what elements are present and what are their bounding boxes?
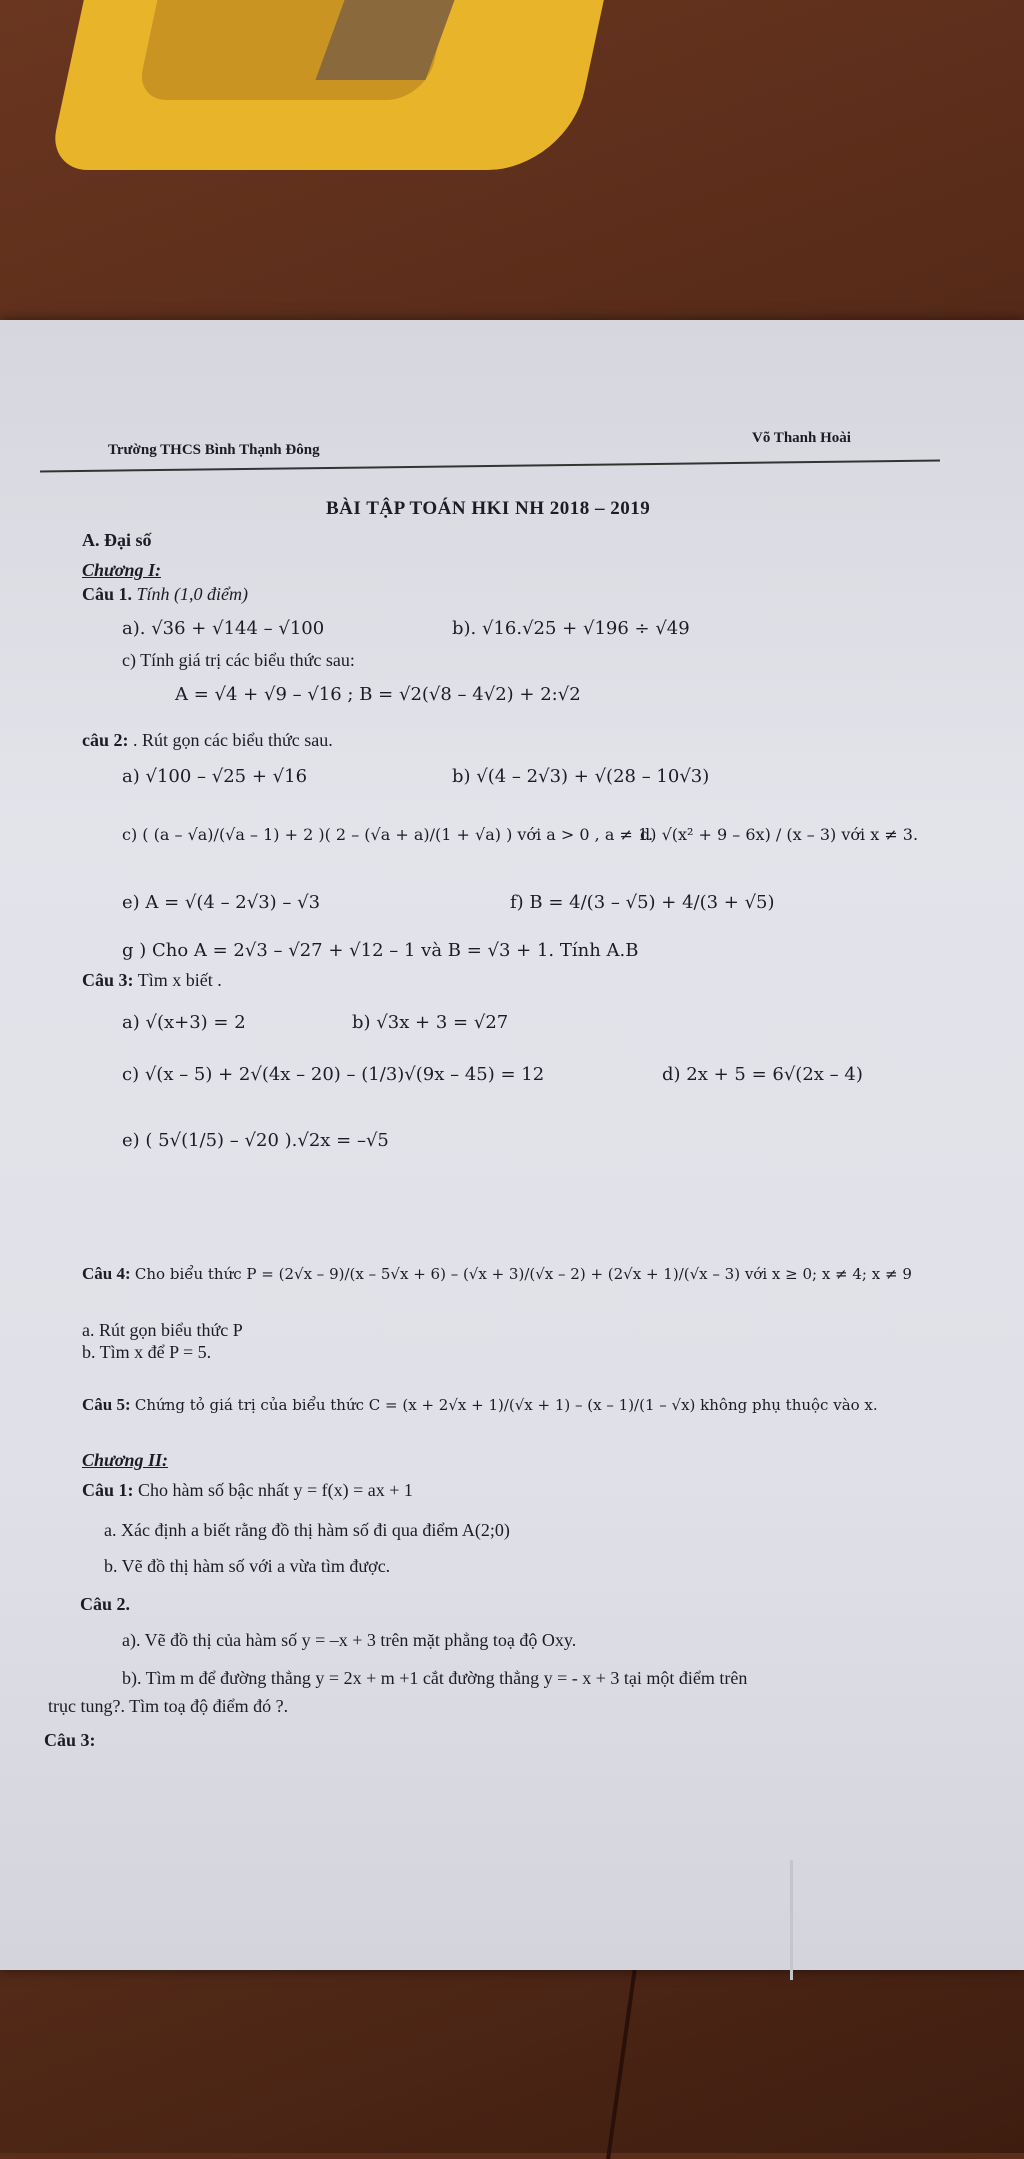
c1-q2-a: a) √100 – √25 + √16 — [122, 766, 308, 787]
c1-q3-label: Câu 3: — [82, 970, 134, 990]
c1-q2-text: . Rút gọn các biểu thức sau. — [133, 730, 333, 750]
c1-q1-text: Tính (1,0 điểm) — [136, 584, 249, 604]
c1-q3-a: a) √(x+3) = 2 — [122, 1012, 246, 1033]
school-name: Trường THCS Bình Thạnh Đông — [108, 442, 320, 458]
c1-q1-c-expr: A = √4 + √9 – √16 ; B = √2(√8 – 4√2) + 2:√2 — [175, 684, 581, 705]
c1-q1 — [82, 584, 248, 605]
c1-q1-a: a). √36 + √144 – √100 — [122, 618, 325, 639]
c1-q2-d: d) √(x² + 9 – 6x) / (x – 3) với x ≠ 3. — [640, 825, 919, 844]
c2-q2-b-line1: b). Tìm m để đường thẳng y = 2x + m +1 cắt đường thẳng y = - x + 3 tại một điểm trên — [122, 1668, 748, 1688]
c1-q3-d: d) 2x + 5 = 6√(2x – 4) — [662, 1064, 863, 1085]
c1-q1-c: c) Tính giá trị các biểu thức sau: — [122, 650, 355, 670]
paper-fold-mark — [790, 1860, 793, 1980]
c1-q1-b: b). √16.√25 + √196 ÷ √49 — [452, 618, 690, 639]
teacher-name: Võ Thanh Hoài — [752, 430, 851, 446]
worksheet-paper — [0, 320, 1024, 1970]
c2-q1 — [82, 1480, 413, 1501]
c1-q2-g: g ) Cho A = 2√3 – √27 + √12 – 1 và B = √3 + 1. Tính A.B — [122, 940, 639, 961]
c1-q4-label: Câu 4: — [82, 1264, 131, 1283]
c2-q1-text: Cho hàm số bậc nhất y = f(x) = ax + 1 — [138, 1480, 413, 1500]
page-title: BÀI TẬP TOÁN HKI NH 2018 – 2019 — [326, 498, 651, 519]
c1-q4-b: b. Tìm x để P = 5. — [82, 1342, 212, 1362]
c2-q2-a: a). Vẽ đồ thị của hàm số y = –x + 3 trên mặt phẳng toạ độ Oxy. — [122, 1630, 577, 1650]
chapter-1-heading: Chương I: — [82, 560, 161, 580]
chapter-2-heading: Chương II: — [82, 1450, 168, 1470]
c1-q4-a: a. Rút gọn biểu thức P — [82, 1320, 243, 1340]
c1-q5-label: Câu 5: — [82, 1395, 131, 1414]
c1-q2-b: b) √(4 – 2√3) + √(28 – 10√3) — [452, 766, 710, 787]
section-a-heading: A. Đại số — [82, 530, 152, 550]
c2-q2-label: Câu 2. — [80, 1594, 131, 1614]
header-rule — [40, 460, 940, 473]
c1-q3-c: c) √(x – 5) + 2√(4x – 20) – (1/3)√(9x – 45) = 12 — [122, 1064, 545, 1085]
c1-q3-text: Tìm x biết . — [137, 970, 222, 990]
c1-q3-b: b) √3x + 3 = √27 — [352, 1012, 509, 1033]
c1-q5-text: Chứng tỏ giá trị của biểu thức C = (x + 2√x + 1)/(√x + 1) – (x – 1)/(1 – √x) không phụ thuộc vào x. — [134, 1396, 878, 1414]
c1-q5 — [82, 1395, 878, 1415]
c2-q1-label: Câu 1: — [82, 1480, 134, 1500]
c1-q1-label: Câu 1. — [82, 584, 133, 604]
c2-q2-b-line2: trục tung?. Tìm toạ độ điểm đó ?. — [48, 1696, 289, 1716]
c1-q2-e: e) A = √(4 – 2√3) – √3 — [122, 892, 321, 913]
c1-q2-c: c) ( (a – √a)/(√a – 1) + 2 )( 2 – (√a + a)/(1 + √a) ) với a > 0 , a ≠ 1. — [122, 825, 654, 844]
c1-q3-e: e) ( 5√(1/5) – √20 ).√2x = –√5 — [122, 1130, 389, 1151]
c2-q1-b: b. Vẽ đồ thị hàm số với a vừa tìm được. — [104, 1556, 391, 1576]
c2-q1-a: a. Xác định a biết rằng đồ thị hàm số đi qua điểm A(2;0) — [104, 1520, 510, 1540]
c1-q2-label: câu 2: — [82, 730, 129, 750]
c1-q3 — [82, 970, 222, 991]
c2-q3-label: Câu 3: — [44, 1730, 96, 1750]
c1-q2-f: f) B = 4/(3 – √5) + 4/(3 + √5) — [510, 892, 775, 913]
c1-q4-text: Cho biểu thức P = (2√x – 9)/(x – 5√x + 6) – (√x + 3)/(√x – 2) + (2√x + 1)/(√x – 3) với x ≥ 0; x ≠ 4; x ≠ 9 — [134, 1265, 912, 1283]
c1-q2 — [82, 730, 333, 751]
c1-q4 — [82, 1264, 912, 1284]
